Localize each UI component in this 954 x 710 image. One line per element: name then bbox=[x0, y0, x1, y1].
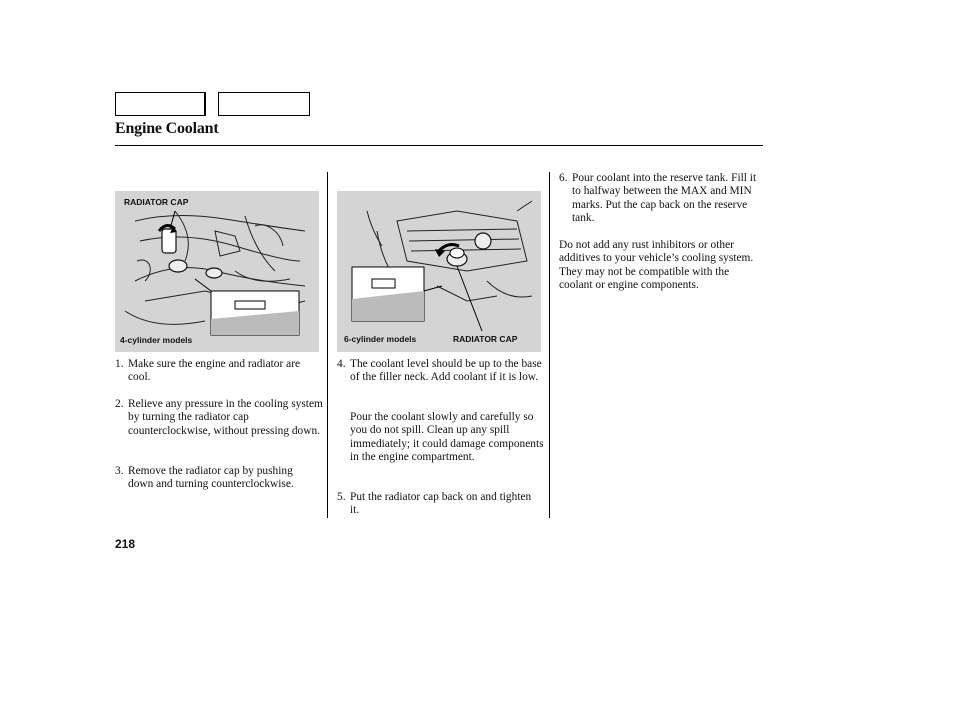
caption-6-cylinder: 6-cylinder models bbox=[344, 334, 417, 344]
step-4-continued bbox=[337, 411, 545, 465]
figure-6-cylinder-engine bbox=[337, 191, 541, 352]
step-number: 6. bbox=[559, 172, 568, 184]
column-divider-2 bbox=[549, 172, 550, 518]
step-text: Remove the radiator cap by pushing down and turning counterclockwise. bbox=[128, 465, 294, 491]
callout-radiator-cap-6cyl: RADIATOR CAP bbox=[453, 334, 518, 344]
step-text: Pour coolant into the reserve tank. Fill it to halfway between the MAX and MIN marks. Put the cap back on the reserve tank. bbox=[572, 172, 757, 225]
step-2 bbox=[115, 398, 323, 438]
title-divider bbox=[115, 145, 763, 146]
step-text: The coolant level should be up to the base of the filler neck. Add coolant if it is low. bbox=[350, 358, 542, 384]
nav-button-next[interactable] bbox=[218, 92, 310, 116]
step-number: 4. bbox=[337, 358, 346, 370]
engine-illustration-4cyl bbox=[115, 191, 319, 352]
step-text: Pour the coolant slowly and carefully so you do not spill. Clean up any spill immediately; it could damage components in the engine compartment. bbox=[350, 411, 544, 464]
step-number: 5. bbox=[337, 491, 346, 503]
step-1 bbox=[115, 358, 321, 385]
page-title: Engine Coolant bbox=[115, 120, 219, 137]
step-text: Relieve any pressure in the cooling system by turning the radiator cap counterclockwise, without pressing down. bbox=[128, 398, 323, 437]
step-4 bbox=[337, 358, 543, 385]
page-number: 218 bbox=[115, 537, 136, 551]
additive-warning-note: Do not add any rust inhibitors or other additives to your vehicle’s cooling system. They may not be compatible with the coolant or engine components. bbox=[559, 239, 754, 292]
caption-4-cylinder: 4-cylinder models bbox=[120, 335, 193, 345]
column-divider-1 bbox=[327, 172, 328, 518]
step-text: Put the radiator cap back on and tighten it. bbox=[350, 491, 532, 517]
step-3 bbox=[115, 465, 315, 492]
step-number: 2. bbox=[115, 398, 124, 410]
engine-illustration-6cyl bbox=[337, 191, 541, 352]
step-5 bbox=[337, 491, 543, 518]
step-text: Make sure the engine and radiator are cool. bbox=[128, 358, 301, 384]
nav-button-previous[interactable] bbox=[115, 92, 206, 116]
callout-radiator-cap-4cyl: RADIATOR CAP bbox=[124, 197, 189, 207]
step-6 bbox=[559, 172, 765, 226]
step-number: 1. bbox=[115, 358, 124, 370]
step-number: 3. bbox=[115, 465, 124, 477]
figure-4-cylinder-engine bbox=[115, 191, 319, 352]
